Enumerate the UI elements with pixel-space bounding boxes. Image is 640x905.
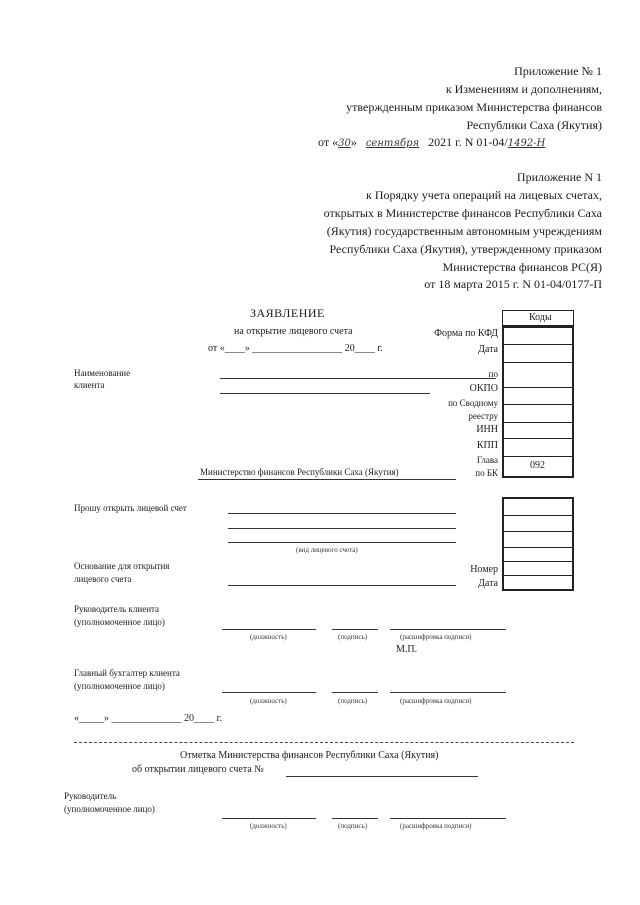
code-cell-divider	[504, 344, 572, 345]
accountant-position-caption: (должность)	[250, 697, 287, 705]
mark-decode-line	[390, 818, 506, 819]
date-quote: »	[350, 135, 357, 149]
form-date-line: от «____» __________________ 20____ г.	[208, 343, 383, 354]
basis-label-2: лицевого счета	[74, 574, 132, 584]
accountant-position-line	[222, 692, 316, 693]
code-cell-divider	[504, 515, 572, 516]
date-label: Дата	[478, 344, 498, 355]
code-cell-divider	[504, 547, 572, 548]
kpp-label: КПП	[476, 440, 498, 451]
accountant-label-1: Главный бухгалтер клиента	[74, 668, 180, 678]
ministry-name: Министерство финансов Республики Саха (Якутия)	[200, 467, 399, 477]
mark-position-caption: (должность)	[250, 822, 287, 830]
account-line-3	[228, 542, 456, 543]
client-name-line-1	[220, 378, 496, 379]
account-line-1	[228, 513, 456, 514]
head-position-line	[222, 629, 316, 630]
code-cell-divider	[504, 387, 572, 388]
mark-position-line	[222, 818, 316, 819]
client-name-label-1: Наименование	[74, 368, 131, 378]
codes-header: Коды	[529, 312, 552, 323]
code-cell-divider	[504, 422, 572, 423]
appendix-2-title: Приложение N 1	[516, 170, 602, 184]
codes-column	[502, 326, 574, 478]
head-label-2: (уполномоченное лицо)	[74, 617, 165, 627]
code-cell-divider	[504, 531, 572, 532]
code-cell-divider	[504, 575, 572, 576]
inn-label: ИНН	[476, 424, 498, 435]
account-line-2	[228, 528, 456, 529]
appendix-2-line3: открытых в Министерстве финансов Республики Саха	[323, 206, 602, 220]
appendix-1-line2: к Изменениям и дополнениям,	[445, 82, 602, 96]
mark-decode-caption: (расшифровка подписи)	[400, 822, 472, 830]
client-name-line-2	[220, 393, 430, 394]
accountant-label-2: (уполномоченное лицо)	[74, 681, 165, 691]
glava-label-1: Глава	[476, 455, 498, 465]
basis-date-label: Дата	[478, 578, 498, 589]
request-label: Прошу открыть лицевой счет	[74, 503, 187, 513]
head-decode-caption: (расшифровка подписи)	[400, 633, 472, 641]
mark-signature-caption: (подпись)	[338, 822, 368, 830]
head-position-caption: (должность)	[250, 633, 287, 641]
codes-header-box	[502, 310, 574, 326]
glava-code-value: 092	[530, 460, 545, 471]
accountant-signature-line	[332, 692, 378, 693]
appendix-2-line4: (Якутия) государственным автономным учреждениям	[326, 224, 602, 238]
code-cell-divider	[504, 362, 572, 363]
appendix-1-line4: Республики Саха (Якутия)	[466, 118, 602, 132]
code-cell-divider	[504, 438, 572, 439]
appendix-2-line5: Республики Саха (Якутия), утвержденному приказом	[329, 242, 602, 256]
code-cell-divider	[504, 561, 572, 562]
code-cell-divider	[504, 456, 572, 457]
glava-label-2: по БК	[475, 468, 498, 478]
number-label: Номер	[470, 564, 498, 575]
svodny-label-2: реестру	[468, 411, 498, 421]
codes-column-lower	[502, 497, 574, 591]
client-name-label-2: клиента	[74, 380, 105, 390]
kfd-label: Форма по КФД	[434, 328, 498, 339]
accountant-decode-caption: (расшифровка подписи)	[400, 697, 472, 705]
date-suffix: 2021 г. N 01-04/	[428, 135, 508, 149]
head-signature-caption: (подпись)	[338, 633, 368, 641]
appendix-1-title: Приложение № 1	[514, 64, 602, 78]
svodny-label-1: по Сводному	[448, 398, 498, 408]
handwritten-month: сентября	[365, 138, 420, 149]
head-label-1: Руководитель клиента	[74, 604, 160, 614]
mark-head-label-2: (уполномоченное лицо)	[64, 804, 155, 814]
bottom-date-line: «_____» ______________ 20____ г.	[74, 713, 222, 724]
po-label: по	[488, 369, 498, 379]
accountant-decode-line	[390, 692, 506, 693]
account-type-caption: (вид лицевого счета)	[296, 546, 358, 554]
form-subtitle: на открытие лицевого счета	[234, 326, 353, 337]
form-title: ЗАЯВЛЕНИЕ	[250, 306, 325, 320]
date-prefix: от «	[318, 135, 339, 149]
mark-head-label-1: Руководитель	[64, 791, 117, 801]
okpo-label: ОКПО	[469, 383, 498, 394]
mark-title-line-2: об открытии лицевого счета №	[132, 764, 264, 775]
appendix-2-line6: Министерства финансов РС(Я)	[442, 260, 602, 274]
appendix-2-line7: от 18 марта 2015 г. N 01-04/0177-П	[424, 277, 602, 291]
code-cell-divider	[504, 404, 572, 405]
head-signature-line	[332, 629, 378, 630]
mark-title-line-1: Отметка Министерства финансов Республики Саха (Якутия)	[180, 750, 439, 761]
basis-label-1: Основание для открытия	[74, 561, 170, 571]
ministry-underline	[198, 479, 456, 480]
appendix-1-date-line	[318, 135, 545, 150]
mark-number-line	[286, 776, 478, 777]
stamp-label: М.П.	[396, 644, 418, 655]
mark-signature-line	[332, 818, 378, 819]
appendix-2-line2: к Порядку учета операций на лицевых счетах,	[366, 188, 602, 202]
basis-line	[228, 585, 456, 586]
appendix-1-line3: утвержденным приказом Министерства финансов	[346, 100, 602, 114]
accountant-signature-caption: (подпись)	[338, 697, 368, 705]
head-decode-line	[390, 629, 506, 630]
handwritten-order-number: 1492-Н	[507, 138, 546, 149]
section-separator	[74, 742, 574, 743]
handwritten-day: 30	[338, 138, 351, 149]
